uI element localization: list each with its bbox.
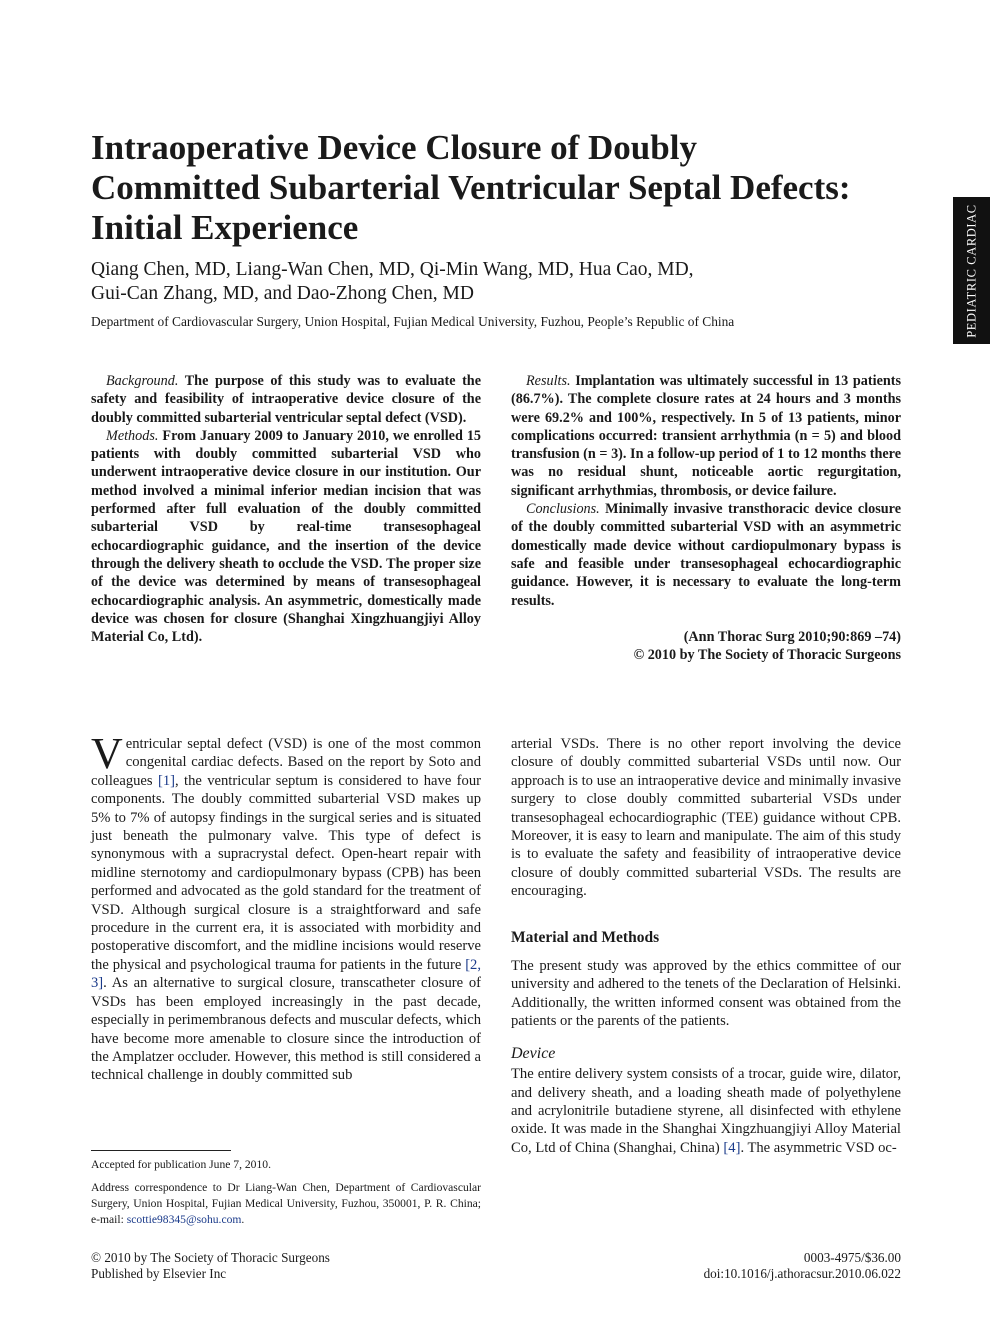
accepted-text: Accepted for publication June 7, 2010. — [91, 1158, 271, 1171]
section-heading: Material and Methods — [511, 928, 660, 946]
abstract-text: From January 2009 to January 2010, we enrolled 15 patients with doubly committed subarterial VSD who underwent intraoperative device closure in our institution. Our method involved a minimal inferior median incision that was performed after full evaluation of the doubly committed subarterial VSD by real-time transesophageal echocardiographic guidance, and the insertion of the device through the delivery sheath to occlude the VSD. The proper size of the device was determined by means of transesophageal echocardiographic analysis. An asymmetric, domestically made device was chosen for closure (Shanghai Xingzhuangjiyi Alloy Material Co, Ltd). — [91, 427, 482, 646]
abstract-label: Background. — [106, 373, 179, 389]
email-link[interactable]: scottie98345@sohu.com — [126, 1213, 242, 1226]
abstract-text: Implantation was ultimately successful in 13 patients (86.7%). The complete closure rates at 24 hours and 3 months were 69.2% and 100%, respectively. In 5 of 13 patients, minor complications occurred: transient arrhythmia (n = 5) and blood transfusion (n = 3). In a follow-up period of 1 to 12 months there was no residual shunt, noticeable aortic regurgitation, significant arrhythmias, thrombosis, or device failure. — [511, 373, 902, 499]
reference-link[interactable]: [1] — [157, 772, 175, 789]
author-list — [91, 258, 891, 306]
intro-text: , the ventricular septum is considered to have four components. The doubly committed subarterial VSD makes up 5% to 7% of autopsy findings in the surgical series and is situated just beneath the pulmonary valve. This type of defect is synonymous with a supracrystal defect. Open-heart repair with midline sternotomy and cardiopulmonary bypass (CPB) has been performed and advocated as the gold standard for the treatment of VSD. Although surgical closure is a straightforward and safe procedure in the current era, it is associated with morbidity and postoperative discomfort, and the midline incisions would reserve the physical and psychological trauma for patients in the future — [91, 772, 481, 973]
abstract-conclusions — [511, 500, 901, 610]
footnote-divider — [91, 1150, 231, 1151]
intro-continuation: arterial VSDs. There is no other report involving the device closure of doubly committed subarterial VSDs until now. Our approach is to use an intraoperative device and minimally invasive surgery to close doubly committed subarterial VSDs under transesophageal echocardiographic (TEE) guidance without CPB. Moreover, it is easy to learn and manipulate. The aim of this study is to evaluate the safety and feasibility of intraoperative device closure of doubly committed subarterial VSDs. The results are encouraging. — [511, 736, 901, 900]
abstract-right-column — [511, 372, 901, 664]
author-line: Gui-Can Zhang, MD, and Dao-Zhong Chen, MD — [91, 283, 474, 304]
subsection-heading: Device — [511, 1044, 556, 1062]
abstract-results — [511, 372, 901, 500]
abstract-copyright: © 2010 by The Society of Thoracic Surgeons — [633, 647, 901, 664]
reference-link[interactable]: [2, 3] — [91, 956, 481, 992]
abstract-text: Minimally invasive transthoracic device closure of the doubly committed subarterial VSD with an asymmetric domestically made device without cardiopulmonary bypass is safe and feasible under transesophageal echocardiographic guidance. However, it is necessary to evaluate the long-term results. — [511, 501, 901, 609]
intro-text: . As an alternative to surgical closure, transcatheter closure of VSDs has been employed increasingly in the past decade, especially in perimembranous defects and muscular defects, which have become more amenable to closure since the introduction of the Amplatzer occluder. However, this method is still considered a technical challenge in doubly committed sub — [91, 975, 481, 1084]
intro-paragraph — [91, 729, 481, 1085]
abstract-text: The purpose of this study was to evaluate the safety and feasibility of intraoperative device closure of the doubly committed subarterial ventricular septal defect (VSD). — [91, 373, 481, 426]
abstract-methods — [91, 427, 481, 647]
device-text: . The asymmetric VSD oc- — [740, 1139, 897, 1156]
abstract-label: Methods. — [106, 427, 159, 444]
footer-copyright: © 2010 by The Society of Thoracic Surgeons — [91, 1250, 330, 1265]
correspondence-text — [91, 1180, 481, 1228]
body-right-column — [511, 735, 901, 1157]
footer-publisher-name: Published by Elsevier Inc — [91, 1266, 227, 1281]
intro-text: entricular septal defect (VSD) is one of the most common congenital cardiac defects. Based on the report by Soto and colleagues — [91, 736, 481, 789]
abstract-left-column — [91, 372, 481, 646]
affiliation: Department of Cardiovascular Surgery, Union Hospital, Fujian Medical University, Fuzhou, People’s Republic of China — [91, 314, 735, 329]
methods-paragraph: The present study was approved by the ethics committee of our university and adhered to the tenets of the Declaration of Helsinki. Additionally, the written informed consent was obtained from the patients or the parents of the patients. — [511, 958, 901, 1030]
abstract-label: Conclusions. — [526, 501, 600, 518]
article-title — [91, 128, 921, 248]
journal-citation: (Ann Thorac Surg 2010;90:869 –74) — [683, 628, 901, 645]
reference-link[interactable]: [4] — [723, 1139, 741, 1156]
body-left-column — [91, 729, 481, 1085]
author-line: Qiang Chen, MD, Liang-Wan Chen, MD, Qi-Min Wang, MD, Hua Cao, MD, — [91, 259, 694, 280]
side-tab-label: PEDIATRIC CARDIAC — [964, 203, 978, 338]
abstract-background — [91, 372, 481, 427]
section-side-tab — [953, 197, 990, 344]
footnote-accepted — [91, 1157, 481, 1173]
footer-identifiers — [704, 1250, 901, 1282]
footer-doi: doi:10.1016/j.athoracsur.2010.06.022 — [703, 1266, 901, 1281]
title-line: Initial Experience — [91, 208, 359, 247]
address-end: . — [241, 1213, 245, 1226]
title-line: Intraoperative Device Closure of Doubly — [91, 128, 697, 167]
address-text: Address correspondence to Dr Liang-Wan Chen, Department of Cardiovascular Surgery, Union Hospital, Fujian Medical University, Fuzhou, 350001, P. R. China; e-mail: — [91, 1181, 481, 1226]
drop-cap: V — [91, 729, 123, 778]
footnote-correspondence — [91, 1180, 481, 1228]
footer-publisher — [91, 1250, 330, 1282]
title-line: Committed Subarterial Ventricular Septal Defects: — [91, 168, 851, 207]
device-text: The entire delivery system consists of a trocar, guide wire, dilator, and delivery sheath, and a loading sheath made of polyethylene and acrylonitrile butadiene styrene, all disinfected with ethylene oxide. It was made in the Shanghai Xingzhuangjiyi Alloy Material Co, Ltd of China (Shanghai, China) — [511, 1066, 901, 1156]
footer-issn-price: 0003-4975/$36.00 — [803, 1250, 901, 1265]
device-paragraph — [511, 1065, 901, 1157]
abstract-label: Results. — [526, 373, 571, 389]
